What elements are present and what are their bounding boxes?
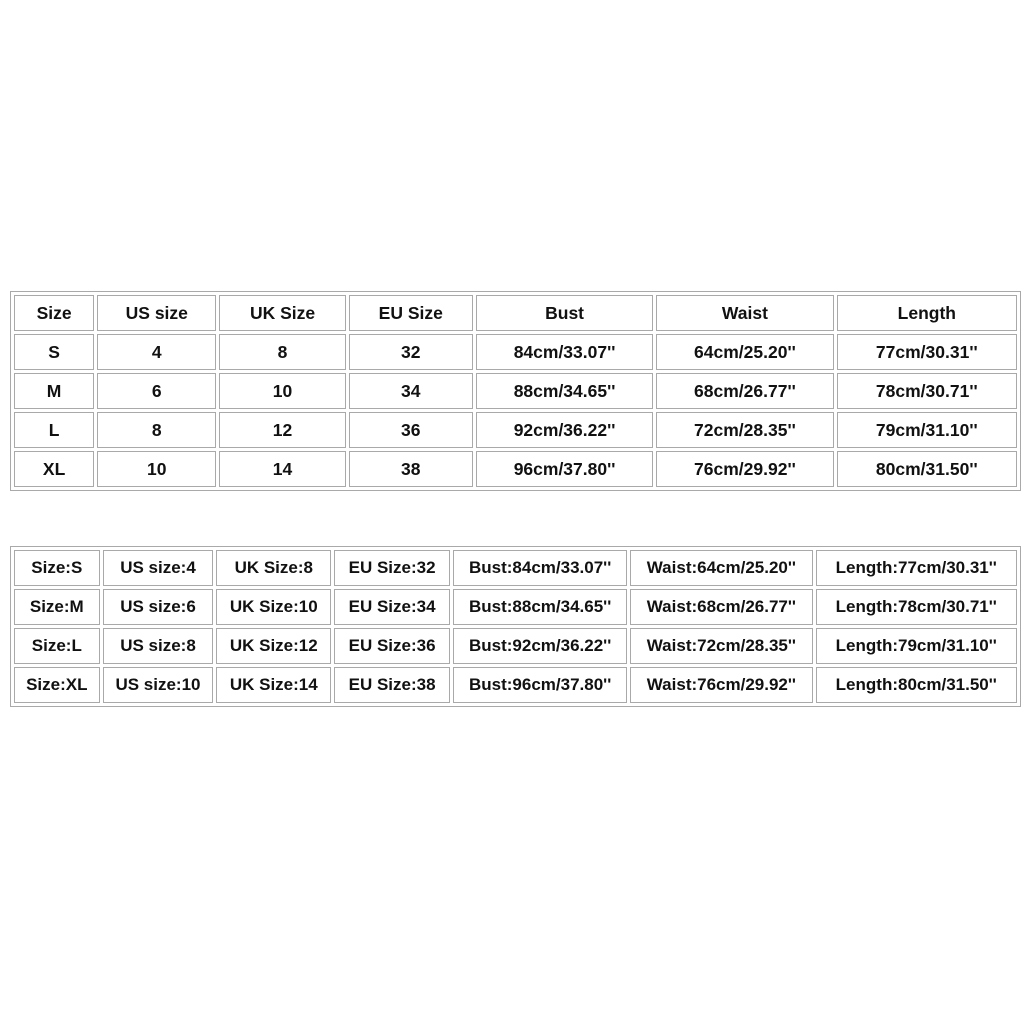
header-cell: Size: [14, 295, 94, 331]
header-cell: UK Size: [219, 295, 345, 331]
header-cell: EU Size: [349, 295, 473, 331]
table-cell: US size:6: [103, 589, 214, 625]
table-cell: 78cm/30.71'': [837, 373, 1017, 409]
table-cell: UK Size:12: [216, 628, 331, 664]
table-cell: 80cm/31.50'': [837, 451, 1017, 487]
table-row: [14, 412, 1017, 448]
table-cell: 76cm/29.92'': [656, 451, 833, 487]
table-cell: EU Size:38: [334, 667, 450, 703]
size-chart-table: [10, 291, 1021, 491]
table-cell: 79cm/31.10'': [837, 412, 1017, 448]
table-cell: 32: [349, 334, 473, 370]
table-cell: 84cm/33.07'': [476, 334, 653, 370]
table-cell: 12: [219, 412, 345, 448]
table-cell: EU Size:32: [334, 550, 450, 586]
table-cell: L: [14, 412, 94, 448]
table-row: [14, 451, 1017, 487]
table-row: [14, 373, 1017, 409]
table-cell: UK Size:14: [216, 667, 331, 703]
table-cell: Bust:92cm/36.22'': [453, 628, 627, 664]
table-row: [14, 334, 1017, 370]
table-row: [14, 667, 1017, 703]
table-cell: 92cm/36.22'': [476, 412, 653, 448]
table-header-row: [14, 295, 1017, 331]
table-cell: US size:8: [103, 628, 214, 664]
table-row: [14, 589, 1017, 625]
table-cell: S: [14, 334, 94, 370]
table-cell: 36: [349, 412, 473, 448]
table-cell: Size:XL: [14, 667, 100, 703]
table-cell: 14: [219, 451, 345, 487]
size-list-table: [10, 546, 1021, 707]
table-cell: 4: [97, 334, 216, 370]
table-cell: 8: [97, 412, 216, 448]
header-cell: US size: [97, 295, 216, 331]
table-cell: 68cm/26.77'': [656, 373, 833, 409]
table-row: [14, 550, 1017, 586]
table-cell: Waist:68cm/26.77'': [630, 589, 812, 625]
table-cell: US size:4: [103, 550, 214, 586]
table-cell: 77cm/30.31'': [837, 334, 1017, 370]
table-cell: 6: [97, 373, 216, 409]
table-row: [14, 628, 1017, 664]
table-cell: 72cm/28.35'': [656, 412, 833, 448]
table-cell: 8: [219, 334, 345, 370]
table-cell: 10: [219, 373, 345, 409]
table-cell: Size:L: [14, 628, 100, 664]
table-cell: Size:M: [14, 589, 100, 625]
table-cell: Length:77cm/30.31'': [816, 550, 1017, 586]
table-cell: UK Size:8: [216, 550, 331, 586]
header-cell: Bust: [476, 295, 653, 331]
header-cell: Waist: [656, 295, 833, 331]
table-cell: Waist:64cm/25.20'': [630, 550, 812, 586]
table-cell: Length:79cm/31.10'': [816, 628, 1017, 664]
table-cell: Length:80cm/31.50'': [816, 667, 1017, 703]
table-cell: EU Size:34: [334, 589, 450, 625]
table-cell: Bust:84cm/33.07'': [453, 550, 627, 586]
header-cell: Length: [837, 295, 1017, 331]
table-cell: 10: [97, 451, 216, 487]
table-cell: 34: [349, 373, 473, 409]
table-cell: 38: [349, 451, 473, 487]
table-cell: EU Size:36: [334, 628, 450, 664]
table-cell: M: [14, 373, 94, 409]
table-cell: XL: [14, 451, 94, 487]
table-cell: US size:10: [103, 667, 214, 703]
table-cell: Length:78cm/30.71'': [816, 589, 1017, 625]
table-cell: UK Size:10: [216, 589, 331, 625]
table-cell: 96cm/37.80'': [476, 451, 653, 487]
table-cell: Bust:96cm/37.80'': [453, 667, 627, 703]
table-cell: Size:S: [14, 550, 100, 586]
table-cell: Waist:76cm/29.92'': [630, 667, 812, 703]
table-cell: 64cm/25.20'': [656, 334, 833, 370]
table-cell: 88cm/34.65'': [476, 373, 653, 409]
table-cell: Waist:72cm/28.35'': [630, 628, 812, 664]
table-cell: Bust:88cm/34.65'': [453, 589, 627, 625]
